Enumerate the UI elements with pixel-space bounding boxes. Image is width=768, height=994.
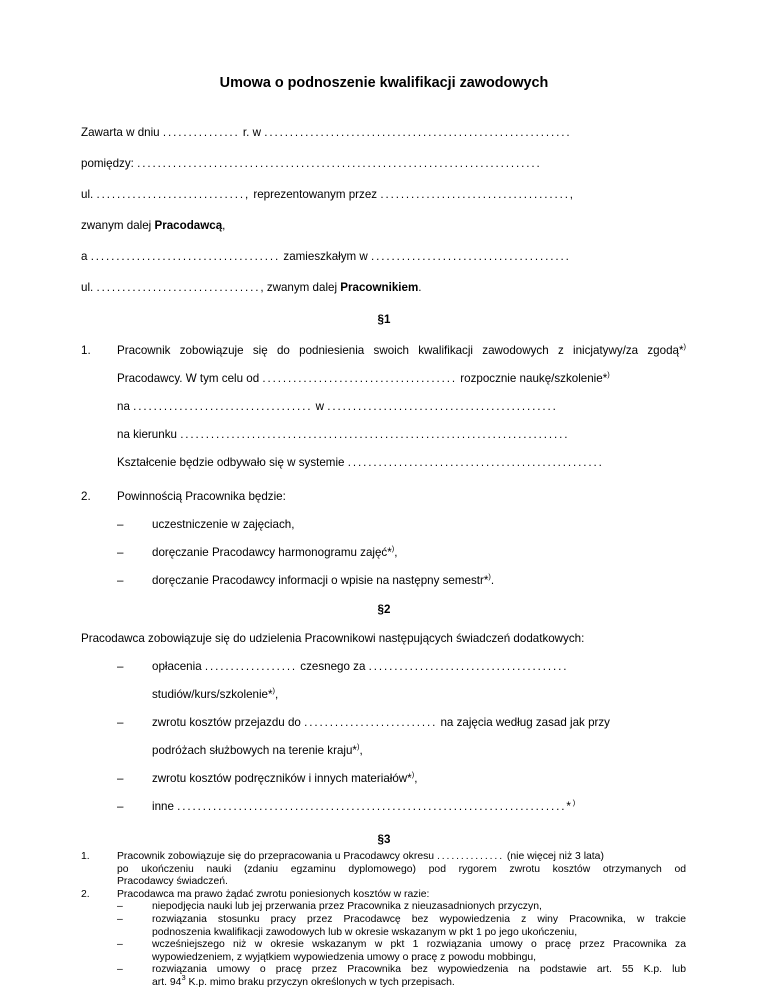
- s2-other-label: inne: [152, 800, 174, 813]
- employer-name-blank[interactable]: ...............................................................................: [137, 157, 542, 170]
- footnote-mark: ): [572, 798, 576, 807]
- s2-bullet-1-text: studiów/kurs/szkolenie*: [152, 688, 273, 701]
- called-label: zwanym dalej: [81, 219, 152, 232]
- work-period-blank[interactable]: ..............: [436, 851, 504, 862]
- period: .: [490, 574, 495, 587]
- s1-p1-line4: [117, 428, 569, 442]
- employer-address-line: [81, 188, 575, 202]
- s1-bullet-2-text: doręczanie Pracodawcy harmonogramu zajęć*: [152, 546, 392, 559]
- representative-blank[interactable]: .....................................,: [380, 188, 575, 201]
- s1-bullet-3: [152, 574, 494, 588]
- place-blank[interactable]: ............................................................: [264, 126, 572, 139]
- s3-bullet-3-line1: wcześniejszego niż w okresie wskazanym w pkt 1 rozwiązania umowy o pracę przez Pracownika za: [152, 939, 686, 951]
- s1-p1-line2: [117, 372, 610, 386]
- employee-address-line: [81, 281, 422, 295]
- s1-bullet-2: [152, 546, 397, 560]
- footnote-mark: ): [272, 686, 276, 695]
- between-label: pomiędzy:: [81, 157, 134, 170]
- s3-art-label: art. 94: [152, 977, 182, 988]
- dash-bullet: –: [117, 914, 123, 925]
- institution-blank[interactable]: .............................................: [327, 400, 558, 413]
- s3-bullet-1: niepodjęcia nauki lub jej przerwania przez Pracownika z nieuzasadnionych przyczyn,: [152, 901, 542, 913]
- s1-from-label: Pracodawcy. W tym celu od: [117, 372, 260, 385]
- document-title: Umowa o podnoszenie kwalifikacji zawodowych: [219, 75, 549, 91]
- payment-scope-blank[interactable]: ..................: [204, 660, 298, 673]
- s2-bullet-2-line1: [152, 716, 610, 730]
- s2-bullet-4: [152, 800, 575, 814]
- date-place-line: [81, 126, 571, 140]
- travel-destination-blank[interactable]: ..........................: [304, 716, 438, 729]
- dash-bullet: –: [117, 716, 124, 729]
- footnote-mark: ): [356, 742, 360, 751]
- comma: ,: [275, 688, 279, 701]
- dash-bullet: –: [117, 660, 124, 673]
- item-number: 2.: [81, 490, 91, 503]
- s3-p1-text: Pracownik zobowiązuje się do przepracowania u Pracodawcy okresu: [117, 851, 435, 862]
- tuition-period-blank[interactable]: .......................................: [368, 660, 569, 673]
- s1-p1-line1: [117, 344, 686, 358]
- s3-bullet-2-line2: podnoszenia kwalifikacji zawodowych lub w okresie wskazanym w pkt 1 po jego ukończeniu,: [152, 926, 578, 938]
- footnote-mark: ): [391, 544, 395, 553]
- s2-bullet-2-text: podróżach służbowych na terenie kraju*: [152, 744, 357, 757]
- dash-bullet: –: [117, 518, 124, 531]
- dash-bullet: –: [117, 546, 124, 559]
- employer-term: Pracodawcą: [154, 219, 223, 232]
- section-2-heading: §2: [377, 603, 391, 616]
- comma: ,: [359, 744, 363, 757]
- study-system-blank[interactable]: ..................................................: [347, 456, 604, 469]
- s1-in-label: w: [315, 400, 324, 413]
- employee-city-blank[interactable]: .......................................: [371, 250, 571, 263]
- s1-p2-text: Powinnością Pracownika będzie:: [117, 490, 286, 503]
- s1-bullet-1: uczestniczenie w zajęciach,: [152, 518, 295, 531]
- date-label: Zawarta w dniu: [81, 126, 160, 139]
- s3-bullet-4-line1: rozwiązania umowy o pracę przez Pracownika bez wypowiedzenia na podstawie art. 55 K.p. lub: [152, 964, 686, 976]
- s3-p2-text: Pracodawca ma prawo żądać zwrotu poniesionych kosztów w razie:: [117, 888, 430, 900]
- field-of-study-blank[interactable]: ............................................................................: [180, 428, 570, 441]
- s1-p1-line3: [117, 400, 558, 414]
- s3-bullet-3-line2: wypowiedzeniem, z wyjątkiem wypowiedzenia umowy o pracę z powodu mobbingu,: [152, 951, 537, 963]
- s1-p1-line5: [117, 456, 604, 470]
- s1-field-label: na kierunku: [117, 428, 177, 441]
- comma: ,: [394, 546, 398, 559]
- s1-on-label: na: [117, 400, 130, 413]
- s2-payment-label: opłacenia: [152, 660, 202, 673]
- employee-name-blank[interactable]: .....................................: [90, 250, 281, 263]
- s2-bullet-3-text: zwrotu kosztów podręczników i innych materiałów*: [152, 772, 412, 785]
- s1-bullet-3-text: doręczanie Pracodawcy informacji o wpisie na następny semestr*: [152, 574, 489, 587]
- s3-p1-line1: [117, 851, 604, 863]
- period: .: [418, 281, 422, 294]
- footnote-mark: ): [607, 370, 610, 379]
- item-number: 1.: [81, 851, 90, 862]
- s3-bullet-2-line1: rozwiązania stosunku pracy przez Pracodawcę bez wypowiedzenia z winy Pracownika, w trakcie: [152, 914, 686, 925]
- employee-line: [81, 250, 571, 264]
- employee-called-label: , zwanym dalej: [260, 281, 338, 294]
- item-number: 2.: [81, 888, 90, 900]
- street-label: ul.: [81, 188, 94, 201]
- s2-bullet-2-line2: [152, 744, 363, 758]
- place-label: r. w: [242, 126, 261, 139]
- s1-p1-text: Pracownik zobowiązuje się do podniesienia swoich kwalifikacji zawodowych z inicjatywy/za zgodą*: [117, 344, 684, 357]
- residing-label: zamieszkałym w: [283, 250, 368, 263]
- represented-label: reprezentowanym przez: [253, 188, 378, 201]
- street-label: ul.: [81, 281, 94, 294]
- footnote-mark: ): [411, 770, 415, 779]
- date-blank[interactable]: ...............: [162, 126, 240, 139]
- superscript: 3: [181, 973, 186, 982]
- s2-bullet-1-line2: [152, 688, 278, 702]
- s2-intro: Pracodawca zobowiązuje się do udzielenia Pracownikowi następujących świadczeń dodatkowych:: [81, 632, 585, 645]
- s3-bullet-4-line2: [152, 973, 455, 989]
- section-1-heading: §1: [377, 313, 391, 326]
- s1-start-label: rozpocznie naukę/szkolenie*: [460, 372, 608, 385]
- dash-bullet: –: [117, 772, 124, 785]
- and-label: a: [81, 250, 88, 263]
- comma: ,: [222, 219, 226, 232]
- course-type-blank[interactable]: ...................................: [133, 400, 313, 413]
- between-line: [81, 157, 542, 171]
- other-benefits-blank[interactable]: ............................................................................*: [177, 800, 573, 813]
- s2-tuition-label: czesnego za: [300, 660, 366, 673]
- employer-called-line: [81, 219, 225, 233]
- s1-system-label: Kształcenie będzie odbywało się w systemie: [117, 456, 345, 469]
- start-date-blank[interactable]: ......................................: [262, 372, 458, 385]
- dash-bullet: –: [117, 939, 123, 951]
- s3-p1-line2: po ukończeniu nauki (zdaniu egzaminu dyplomowego) pod rygorem zwrotu kosztów otrzymanych od: [117, 863, 686, 875]
- employer-street-blank[interactable]: .............................,: [96, 188, 251, 201]
- footnote-mark: ): [683, 342, 686, 351]
- comma: ,: [414, 772, 418, 785]
- dash-bullet: –: [117, 901, 123, 913]
- dash-bullet: –: [117, 964, 123, 976]
- s3-max-period-note: (nie więcej niż 3 lata): [506, 851, 604, 862]
- s2-travel-rules-label: na zajęcia według zasad jak przy: [440, 716, 610, 729]
- s2-bullet-1-line1: [152, 660, 568, 674]
- section-3-heading: §3: [377, 833, 391, 846]
- employee-street-blank[interactable]: ................................: [96, 281, 261, 294]
- item-number: 1.: [81, 344, 91, 357]
- s3-p1-line3: Pracodawcy świadczeń.: [117, 876, 228, 888]
- dash-bullet: –: [117, 574, 124, 587]
- dash-bullet: –: [117, 800, 124, 813]
- s3-bullet-4-text: K.p. mimo braku przyczyn określonych w tych przepisach.: [185, 977, 455, 988]
- s2-travel-label: zwrotu kosztów przejazdu do: [152, 716, 301, 729]
- s2-bullet-3: [152, 772, 417, 786]
- employee-term: Pracownikiem: [340, 281, 419, 294]
- footnote-mark: ): [488, 572, 491, 581]
